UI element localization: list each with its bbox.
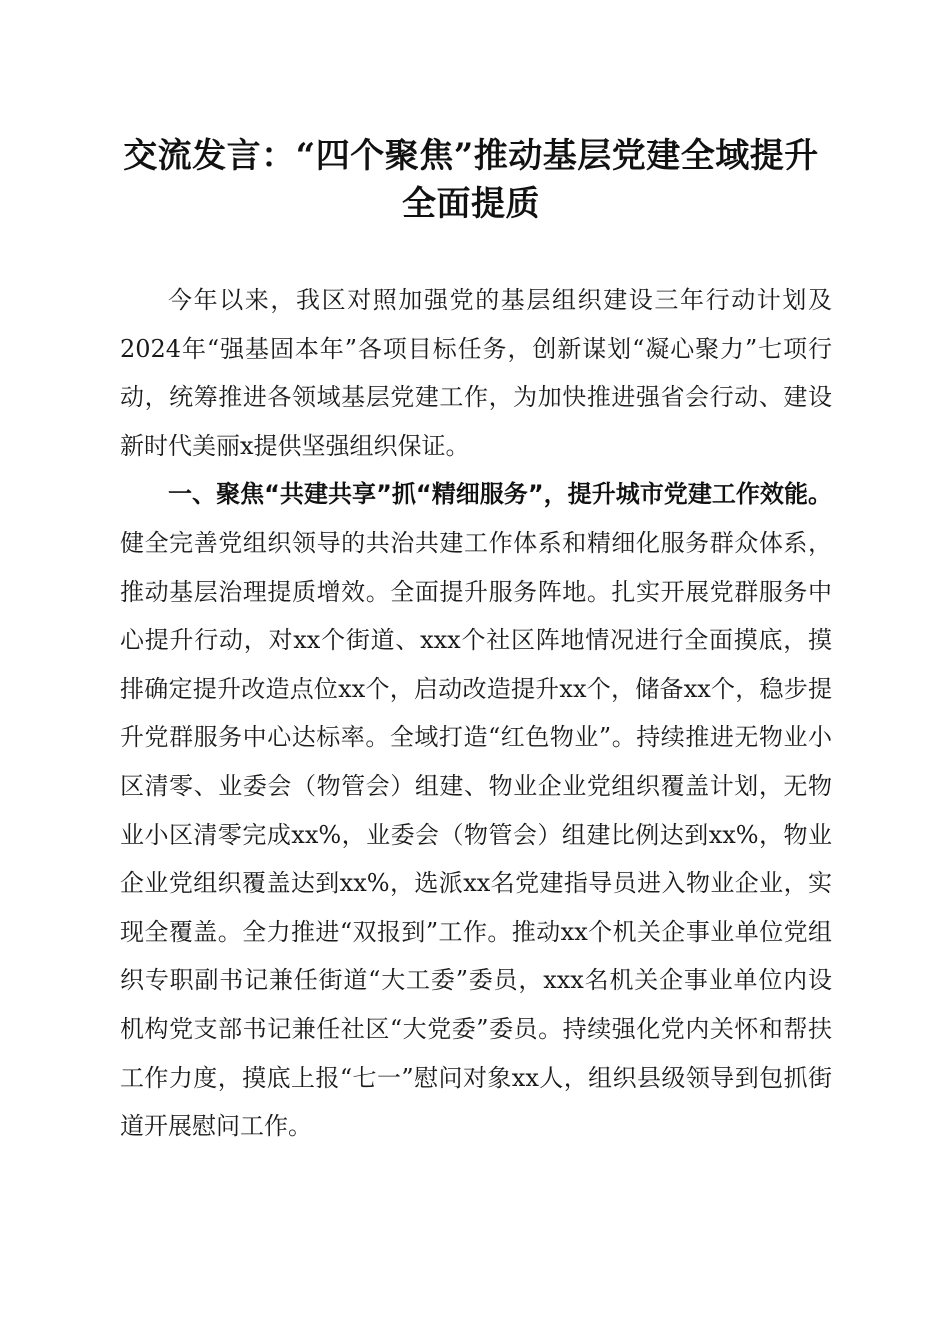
section-1-body: 健全完善党组织领导的共治共建工作体系和精细化服务群众体系，推动基层治理提质增效。全面提升服务阵地。扎实开展党群服务中心提升行动，对xx个街道、xxx个社区阵地情况进行全面摸底，摸排确定提升改造点位xx个，启动改造提升xx个，储备xx个，稳步提升党群服务中心达标率。全域打造“红色物业”。持续推进无物业小区清零、业委会（物管会）组建、物业企业党组织覆盖计划，无物业小区清零完成xx%，业委会（物管会）组建比例达到xx%，物业企业党组织覆盖达到xx%，选派xx名党建指导员进入物业企业，实现全覆盖。全力推进“双报到”工作。推动xx个机关企事业单位党组织专职副书记兼任街道“大工委”委员，xxx名机关企事业单位内设机构党支部书记兼任社区“大党委”委员。持续强化党内关怀和帮扶工作力度，摸底上报“七一”慰问对象xx人，组织县级领导到包抓街道开展慰问工作。 bbox=[120, 528, 832, 1141]
section-1-paragraph bbox=[120, 470, 832, 1150]
intro-paragraph: 今年以来，我区对照加强党的基层组织建设三年行动计划及2024年“强基固本年”各项目标任务，创新谋划“凝心聚力”七项行动，统筹推进各领域基层党建工作，为加快推进强省会行动、建设新时代美丽x提供坚强组织保证。 bbox=[120, 286, 832, 460]
section-1-heading: 一、聚焦“共建共享”抓“精细服务”，提升城市党建工作效能。 bbox=[168, 480, 832, 509]
document-body bbox=[120, 276, 832, 1151]
document-title: 交流发言：“四个聚焦”推动基层党建全域提升全面提质 bbox=[123, 136, 819, 224]
